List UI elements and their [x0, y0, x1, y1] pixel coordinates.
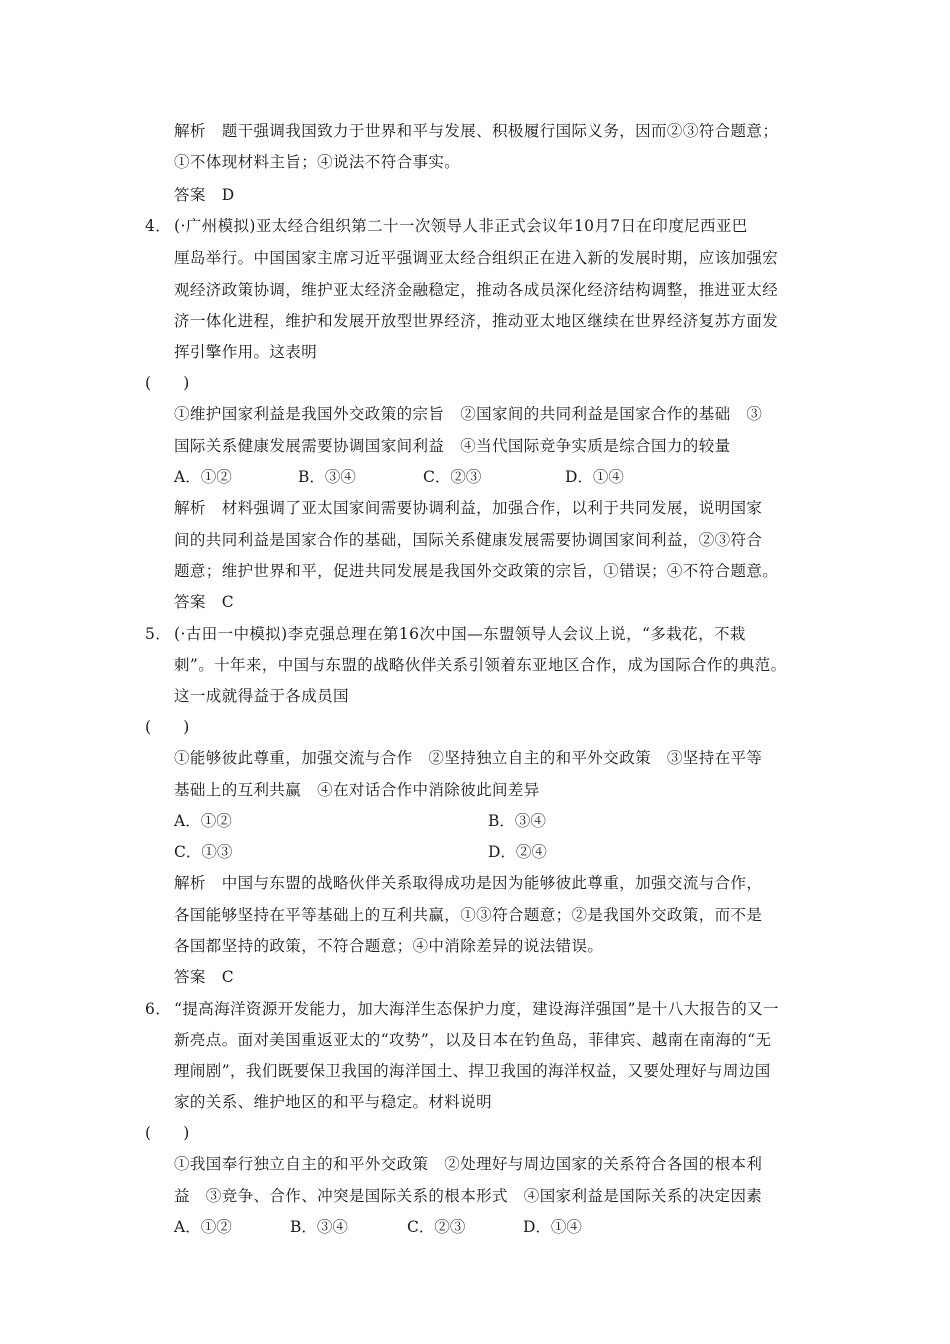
q4-statement-line-2: 国际关系健康发展需要协调国家间利益 ④当代国际竞争实质是综合国力的较量 [174, 437, 731, 455]
q6-answer-bracket: ( ) [145, 1124, 190, 1142]
q4-stem-line-4: 济一体化进程，维护和发展开放型世界经济，推动亚太地区继续在世界经济复苏方面发 [174, 312, 779, 330]
q3-analysis-line-2: ①不体现材料主旨；④说法不符合事实。 [174, 153, 461, 171]
q6-option-d: D．①④ [523, 1218, 582, 1236]
q4-stem-line-2: 厘岛举行。中国国家主席习近平强调亚太经合组织正在进入新的发展时期，应该加强宏 [174, 249, 779, 267]
q5-statement-line-2: 基础上的互利共赢 ④在对话合作中消除彼此间差异 [174, 781, 540, 799]
q6-stem-line-1: “提高海洋资源开发能力，加大海洋生态保护力度，建设海洋强国”是十八大报告的又一 [174, 1000, 779, 1018]
q6-number: 6． [145, 1000, 172, 1018]
q6-stem-line-3: 理闹剧”，我们既要保卫我国的海洋国土、捍卫我国的海洋权益，又要处理好与周边国 [174, 1062, 771, 1080]
q5-number: 5． [145, 625, 172, 643]
q5-option-d: D．②④ [488, 843, 547, 861]
q4-stem-line-3: 观经济政策协调，维护亚太经济金融稳定，推动各成员深化经济结构调整，推进亚太经 [174, 281, 779, 299]
q4-stem-line-1: (·广州模拟)亚太经合组织第二十一次领导人非正式会议年10月7日在印度尼西亚巴 [174, 217, 748, 235]
q3-answer: 答案 D [174, 186, 235, 204]
q5-analysis-line-1: 解析 中国与东盟的战略伙伴关系取得成功是因为能够彼此尊重，加强交流与合作， [174, 874, 763, 892]
q6-option-b: B．③④ [290, 1218, 348, 1236]
q6-statement-line-2: 益 ③竞争、合作、冲突是国际关系的根本形式 ④国家利益是国际关系的决定因素 [174, 1187, 763, 1205]
q5-option-c: C．①③ [174, 843, 233, 861]
q6-option-c: C．②③ [407, 1218, 466, 1236]
q5-answer: 答案 C [174, 968, 234, 986]
q6-stem-line-2: 新亮点。面对美国重返亚太的“攻势”，以及日本在钓鱼岛，菲律宾、越南在南海的“无 [174, 1031, 772, 1049]
q5-stem-line-3: 这一成就得益于各成员国 [174, 687, 349, 705]
q3-analysis-label: 解析 [174, 122, 206, 140]
q6-statement-line-1: ①我国奉行独立自主的和平外交政策 ②处理好与周边国家的关系符合各国的根本利 [174, 1155, 763, 1173]
q4-option-b: B．③④ [298, 468, 356, 486]
q5-stem-line-1: (·古田一中模拟)李克强总理在第16次中国—东盟领导人会议上说，“多栽花，不栽 [174, 625, 746, 643]
q4-statement-line-1: ①维护国家利益是我国外交政策的宗旨 ②国家间的共同利益是国家合作的基础 ③ [174, 405, 763, 423]
q4-option-d: D．①④ [565, 468, 624, 486]
q4-answer-bracket: ( ) [145, 374, 190, 392]
q4-answer: 答案 C [174, 593, 234, 611]
q4-stem-line-5: 挥引擎作用。这表明 [174, 343, 318, 361]
q4-analysis-line-2: 间的共同利益是国家合作的基础，国际关系健康发展需要协调国家间利益，②③符合 [174, 531, 763, 549]
q4-analysis-label: 解析 [174, 499, 206, 517]
q5-analysis-line-2: 各国能够坚持在平等基础上的互利共赢，①③符合题意；②是我国外交政策，而不是 [174, 906, 763, 924]
q5-statement-line-1: ①能够彼此尊重，加强交流与合作 ②坚持独立自主的和平外交政策 ③坚持在平等 [174, 749, 763, 767]
q4-analysis-line-3: 题意；维护世界和平，促进共同发展是我国外交政策的宗旨，①错误；④不符合题意。 [174, 562, 779, 580]
q4-option-a: A．①② [174, 468, 232, 486]
q5-option-a: A．①② [174, 812, 232, 830]
q5-analysis-line-3: 各国都坚持的政策，不符合题意；④中消除差异的说法错误。 [174, 937, 604, 955]
q4-analysis-line-1: 解析 材料强调了亚太国家间需要协调利益，加强合作，以利于共同发展，说明国家 [174, 499, 763, 517]
q4-option-c: C．②③ [423, 468, 482, 486]
q4-number: 4． [145, 217, 172, 235]
q6-stem-line-4: 家的关系、维护地区的和平与稳定。材料说明 [174, 1093, 493, 1111]
q5-answer-bracket: ( ) [145, 718, 190, 736]
q5-stem-line-2: 刺”。十年来，中国与东盟的战略伙伴关系引领着东亚地区合作，成为国际合作的典范。 [174, 656, 787, 674]
q3-analysis-line-1: 解析 题干强调我国致力于世界和平与发展、积极履行国际义务，因而②③符合题意； [174, 122, 779, 140]
q5-option-b: B．③④ [488, 812, 546, 830]
q5-analysis-label: 解析 [174, 874, 206, 892]
q6-option-a: A．①② [174, 1218, 232, 1236]
